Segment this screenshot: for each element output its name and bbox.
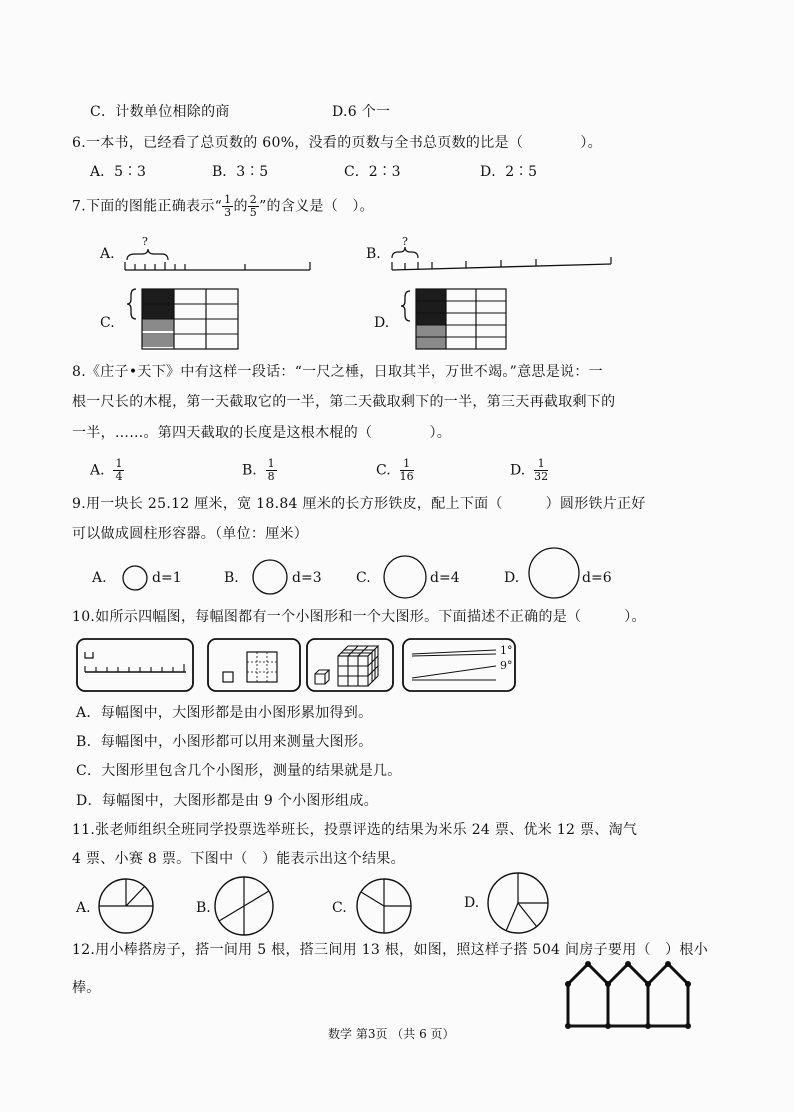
q6-option-a: A．5∶3 [90, 164, 146, 180]
q10-option-d: D．每幅图中，大图形都是由 9 个小图形组成。 [76, 793, 378, 809]
q9-circle-c [382, 554, 430, 602]
q7-a-number-line [120, 240, 320, 280]
q11-pie-d [487, 872, 551, 936]
q9-option-d-label: D. [504, 570, 520, 586]
q7-fraction-two-fifths: $\frac{2}{5}$ [249, 193, 258, 219]
q9-option-a-label: A. [92, 570, 107, 586]
q5-option-d: D.6 个一 [332, 104, 391, 120]
q5-option-c: C．计数单位相除的商 [90, 104, 230, 120]
q8-option-d: D. $\frac{1}{32}$ [510, 457, 549, 483]
q8-line-2: 根一尺长的木棍，第一天截取它的一半，第二天截取剩下的一半，第三天再截取剩下的 [72, 394, 616, 410]
q11-line-1: 11.张老师组织全班同学投票选举班长，投票评选的结果为米乐 24 票、优米 12 票、淘气 [72, 822, 638, 838]
q8-option-a: A. $\frac{1}{4}$ [90, 457, 123, 483]
q6-stem: 6.一本书，已经看了总页数的 60%，没看的页数与全书总页数的比是（ ）。 [72, 135, 602, 151]
q7-label-c: C. [100, 315, 115, 331]
q7-b-number-line [386, 240, 616, 280]
q6-option-b: B．3∶5 [212, 164, 269, 180]
q6-option-c: C．2∶3 [344, 164, 401, 180]
q9-option-c-diameter: d=4 [430, 570, 460, 586]
q9-option-a-diameter: d=1 [152, 570, 182, 586]
q10-angle-big-label: 9° [500, 659, 513, 672]
q7-label-d: D. [374, 315, 390, 331]
q8-line-1: 8.《庄子•天下》中有这样一段话：“一尺之棰，日取其半，万世不竭。”意思是说：一 [72, 364, 603, 380]
q9-option-d-diameter: d=6 [582, 570, 612, 586]
q9-option-b-label: B. [224, 570, 239, 586]
q12-line-1: 12.用小棒搭房子，搭一间用 5 根，搭三间用 13 根，如图，照这样子搭 504 间房子要用（ ）根小 [72, 942, 709, 958]
q10-angle-small-label: 1° [500, 644, 513, 657]
q7-b-question-mark: ? [402, 235, 408, 248]
q8-option-c: C. $\frac{1}{16}$ [376, 457, 414, 483]
q6-option-d: D．2∶5 [480, 164, 538, 180]
q10-option-b: B．每幅图中，小图形都可以用来测量大图形。 [76, 734, 373, 750]
q7-label-a: A. [100, 246, 115, 262]
q7-label-b: B. [366, 246, 381, 262]
q10-option-c: C．大图形里包含几个小图形，测量的结果就是几。 [76, 763, 402, 779]
q8-line-3: 一半，……。第四天截取的长度是这根木棍的（ ）。 [72, 425, 452, 441]
q11-label-b: B. [196, 900, 211, 916]
q9-option-c-label: C. [356, 570, 371, 586]
q7-a-question-mark: ? [142, 235, 148, 248]
q9-line-1: 9.用一块长 25.12 厘米，宽 18.84 厘米的长方形铁皮，配上下面（ ）圆形铁片正好 [72, 496, 646, 512]
q12-line-2: 棒。 [72, 980, 101, 996]
q11-label-a: A. [76, 900, 91, 916]
q11-pie-c [356, 878, 416, 938]
q11-pie-b [214, 876, 278, 940]
page-footer: 数学 第3页 （共 6 页） [328, 1027, 455, 1041]
q12-stick-houses [560, 952, 695, 1032]
q7-d-grid [400, 287, 520, 357]
q11-label-d: D. [464, 895, 480, 911]
q10-option-a: A．每幅图中，大图形都是由小图形累加得到。 [76, 705, 373, 721]
q8-option-b: B. $\frac{1}{8}$ [242, 457, 275, 483]
q10-figure-cube [306, 638, 396, 698]
q7-stem-post: ”的含义是（ ）。 [259, 198, 374, 215]
q7-fraction-one-third: $\frac{1}{3}$ [224, 193, 232, 219]
q9-line-2: 可以做成圆柱形容器。（单位：厘米） [72, 526, 309, 542]
q7-stem-pre: 7.下面的图能正确表示“ [72, 198, 223, 215]
q7-stem [72, 194, 374, 219]
q7-stem-of: 的 [233, 198, 248, 215]
q10-figure-ruler [76, 638, 196, 698]
q10-figure-area-grid [207, 638, 303, 698]
q9-option-b-diameter: d=3 [292, 570, 322, 586]
q11-pie-a [98, 878, 158, 938]
q11-label-c: C. [332, 900, 347, 916]
q11-line-2: 4 票、小赛 8 票。下图中（ ）能表示出这个结果。 [72, 851, 405, 867]
q9-circle-b [251, 558, 291, 598]
q10-stem: 10.如所示四幅图，每幅图都有一个小图形和一个大图形。下面描述不正确的是（ ）。 [72, 609, 646, 625]
q9-circle-a [121, 564, 151, 594]
q9-circle-d [528, 547, 584, 603]
q7-c-grid [126, 287, 246, 357]
